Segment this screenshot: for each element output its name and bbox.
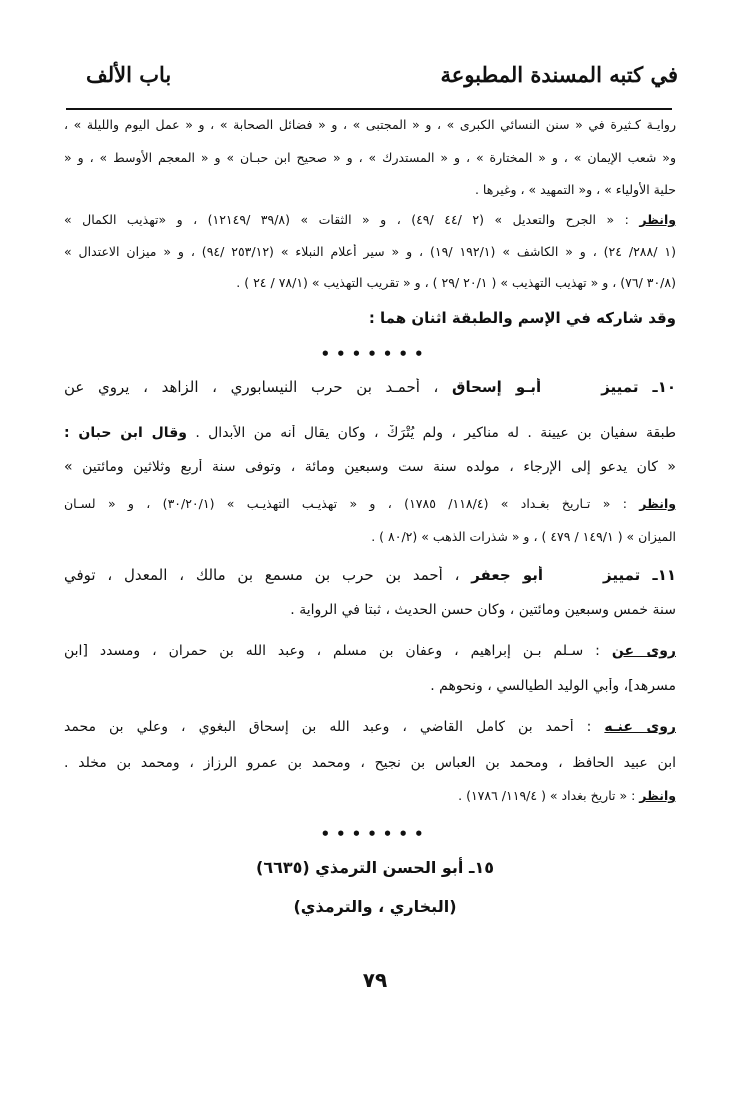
text-line: مسرهد]، وأبي الوليد الطيالسي ، ونحوهم . (430, 678, 676, 694)
header-rule (66, 108, 672, 110)
text-line: سنة خمس وسبعين ومائتين ، وكان حسن الحديث ، ثبتا في الرواية . (290, 602, 676, 618)
narrators-text: : سـلم بـن إبراهيم ، وعفان بن مسلم ، وعبد الله بن حمران ، ومسدد [ابن (64, 643, 600, 659)
chapter-title: باب الألف (86, 62, 172, 87)
entry-10-line (64, 378, 676, 396)
entry-15-subheading: (البخاري ، والترمذي) (293, 897, 457, 916)
entry-kunya: أبو جعفر (471, 566, 544, 584)
running-title: في كتبه المسندة المطبوعة (440, 62, 678, 87)
see-also-label: وانظر (639, 212, 676, 227)
text-line: حلية الأولياء » ، و« التمهيد » ، وغيرها . (474, 182, 676, 197)
reference-line (64, 496, 676, 511)
narrators-by-line (64, 719, 676, 735)
narrators-text: : أحمد بن كامل القاضي ، وعبد الله بن إسحاق البغوي ، وعلي بن محمد (64, 719, 592, 735)
page-number: ٧٩ (362, 968, 388, 992)
reference-line (64, 212, 676, 227)
reference-text: : « تـاريخ بغـداد » (١١٨/٤/ ١٧٨٥) ، و « تهذيـب التهذيـب » (٣٠/٢٠/١) ، و « لسـان (64, 496, 627, 511)
text-line: و« شعب الإيمان » ، و « المختارة » ، و « المستدرك » ، و « صحيح ابن حبـان » و « المعجم الأوسط » ، و « (64, 150, 676, 165)
narrators-from-line (64, 643, 676, 659)
text-line: الميزان » ( ١٤٩/١ / ٤٧٩ ) ، و « شذرات الذهب » (٨٠/٢ ) . (371, 529, 676, 544)
section-intro: وقد شاركه في الإسم والطبقة اثنان هما : (368, 309, 676, 327)
text-line: ابن عبيد الحافظ ، ومحمد بن العباس بن نجيح ، ومحمد بن عمرو الرزاز ، ومحمد بن مخلد . (64, 755, 676, 771)
entry-number: ١٠ـ تمييز (601, 378, 676, 396)
entry-text: ، أحمد بن حرب بن مسمع بن مالك ، المعدل ، توفي (64, 566, 460, 584)
narrated-by-label: روى عنـه (604, 719, 676, 735)
reference-text: : « تاريخ بغداد » ( ١١٩/٤/ ١٧٨٦) . (458, 788, 636, 803)
separator-dots: ••••••• (320, 825, 430, 843)
narrated-from-label: روى عن (611, 643, 676, 659)
text-line: روايـة كـثيرة في « سنن النسائي الكبرى » ، و « المجتبى » ، و « فضائل الصحابة » ، و « عمل اليوم والليلة » ، (64, 117, 676, 132)
quote-intro: وقال ابن حبان : (64, 425, 187, 441)
separator-dots: ••••••• (320, 345, 430, 363)
quote-line: « كان يدعو إلى الإرجاء ، مولده سنة ست وسبعين ومائة ، وتوفى سنة أربع وثلاثين ومائتين » (64, 459, 676, 475)
text-line (64, 425, 676, 441)
entry-15-heading: ١٥ـ أبو الحسن الترمذي (٦٦٣٥) (256, 858, 494, 877)
reference-text: : « الجرح والتعديل » (٢ /٤٤ /٤٩) ، و « الثقات » (٣٩/٨ /١٢١٤٩) ، و «تهذيب الكمال » (64, 212, 629, 227)
see-also-label: وانظر (639, 788, 676, 803)
entry-text: ، أحمـد بن حرب النيسابوري ، الزاهد ، يروي عن (64, 378, 439, 396)
text-line: (١ /٢٨٨/ ٢٤) ، و « الكاشف » (١٩٢/١ /١٩) ، و « سير أعلام النبلاء » (٢٥٣/١٢ /٩٤) ، و « ميزان الاعتدال » (64, 244, 676, 259)
see-also-label: وانظر (639, 496, 676, 511)
text-segment: طبقة سفيان بن عيينة . له مناكير ، ولم يُتْرَكْ ، وكان يقال أنه من الأبدال . (195, 425, 676, 441)
reference-line (64, 788, 676, 803)
entry-11-line (64, 566, 676, 584)
entry-number: ١١ـ تمييز (603, 566, 676, 584)
text-line: (٣٠/٨ /٧٦) ، و « تهذيب التهذيب » ( ٢٠/١ /٢٩ ) ، و « تقريب التهذيب » (٧٨/١ / ٢٤ ) . (236, 275, 676, 290)
entry-kunya: أبـو إسحاق (452, 378, 542, 396)
